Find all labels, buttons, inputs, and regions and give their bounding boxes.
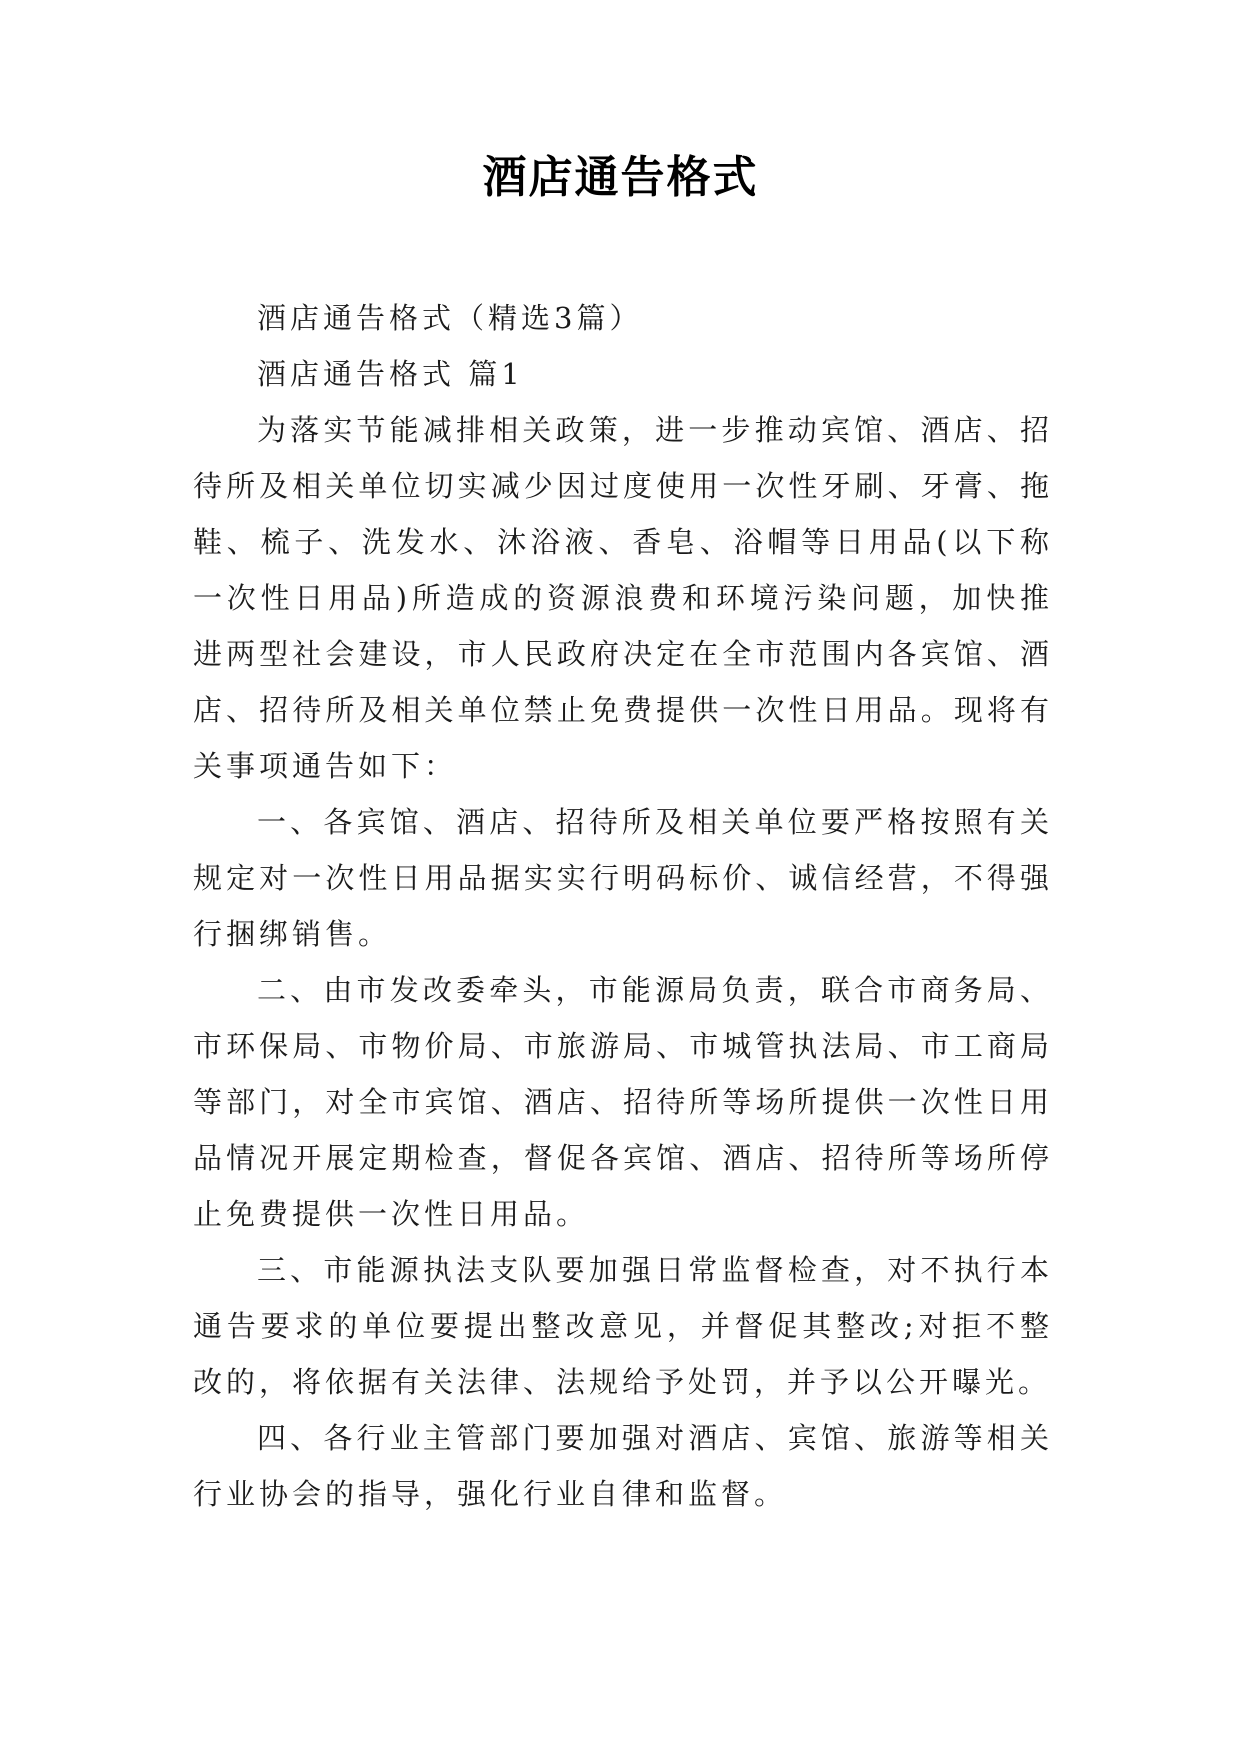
item-paragraph-1: 一、各宾馆、酒店、招待所及相关单位要严格按照有关规定对一次性日用品据实实行明码标价、诚信经营，不得强行捆绑销售。 <box>193 805 1053 951</box>
item-paragraph-2: 二、由市发改委牵头，市能源局负责，联合市商务局、市环保局、市物价局、市旅游局、市城管执法局、市工商局等部门，对全市宾馆、酒店、招待所等场所提供一次性日用品情况开展定期检查，督促各宾馆、酒店、招待所等场所停止免费提供一次性日用品。 <box>193 973 1053 1231</box>
document-title: 酒店通告格式 <box>482 152 759 203</box>
item-paragraph-3: 三、市能源执法支队要加强日常监督检查，对不执行本通告要求的单位要提出整改意见，并督促其整改;对拒不整改的，将依据有关法律、法规给予处罚，并予以公开曝光。 <box>193 1253 1053 1399</box>
item-paragraph-4: 四、各行业主管部门要加强对酒店、宾馆、旅游等相关行业协会的指导，强化行业自律和监督。 <box>193 1421 1053 1511</box>
subtitle-paragraph: 酒店通告格式（精选3篇） <box>257 301 643 335</box>
section-heading: 酒店通告格式 篇1 <box>257 357 524 391</box>
intro-paragraph: 为落实节能减排相关政策，进一步推动宾馆、酒店、招待所及相关单位切实减少因过度使用一次性牙刷、牙膏、拖鞋、梳子、洗发水、沐浴液、香皂、浴帽等日用品(以下称一次性日用品)所造成的资源浪费和环境污染问题，加快推进两型社会建设，市人民政府决定在全市范围内各宾馆、酒店、招待所及相关单位禁止免费提供一次性日用品。现将有关事项通告如下： <box>193 413 1053 783</box>
document-body <box>193 290 1053 1522</box>
